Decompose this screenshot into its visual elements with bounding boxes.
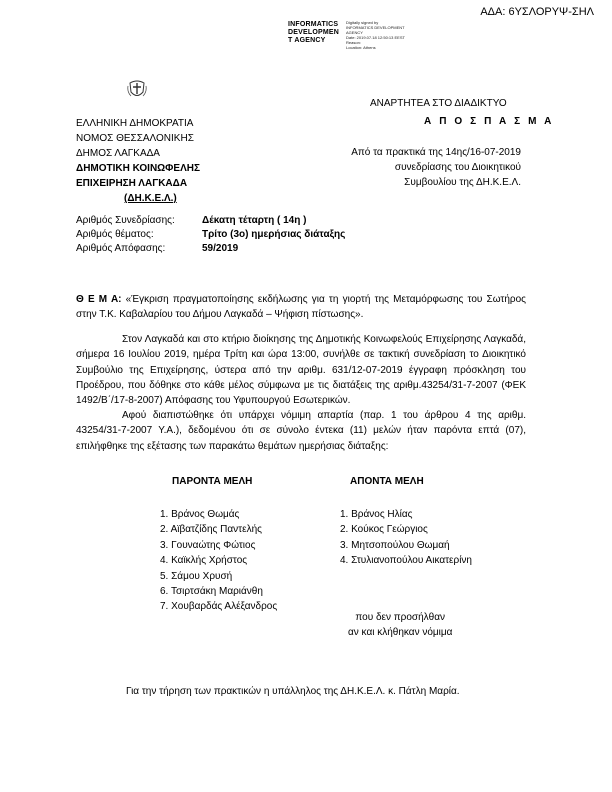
minutes-keeper-note: Για την τήρηση των πρακτικών η υπάλληλος της ΔΗ.Κ.Ε.Λ. κ. Πάτλη Μαρία.	[126, 686, 460, 697]
present-members-list	[160, 507, 277, 615]
list-item: 7. Χουβαρδάς Αλέξανδρος	[160, 601, 278, 613]
signature-stamp-details: Digitally signed by INFORMATICS DEVELOPMENT AGENCY Date: 2019.07.18 12:50:13 EEST Reason: Location: Athens	[346, 20, 405, 50]
absent-members-list	[340, 507, 472, 569]
list-item: 3. Μητσοπούλου Θωμαή	[340, 539, 450, 551]
decision-value: 59/2019	[202, 243, 239, 254]
issuer-block: ΕΛΛΗΝΙΚΗ ΔΗΜΟΚΡΑΤΙΑ ΝΟΜΟΣ ΘΕΣΣΑΛΟΝΙΚΗΣ ΔΗΜΟΣ ΛΑΓΚΑΔΑ ΔΗΜΟΤΙΚΗ ΚΟΙΝΩΦΕΛΗΣ ΕΠΙΧΕΙΡΗΣΗ ΛΑΓΚΑΔΑ (ΔΗ.Κ.Ε.Λ.)	[76, 118, 200, 204]
subject-label: Αριθμός θέματος:	[76, 229, 154, 240]
list-item: 2. Κούκος Γεώργιος	[340, 524, 428, 536]
list-item: 5. Σάμου Χρυσή	[160, 570, 233, 582]
ada-code: ΑΔΑ: 6ΥΣΛΟΡΥΨ-ΣΗΛ	[480, 6, 594, 18]
body-paragraph-2: Αφού διαπιστώθηκε ότι υπάρχει νόμιμη απαρτία (παρ. 1 του άρθρου 4 της αριθμ. 43254/31-7-2007 Υ.Α.), δεδομένου ότι σε σύνολο έντεκα (11) μελών ήταν παρόντα επτά (07), επιλήφθηκε της εξέτασης των παρακάτω θεμάτων ημερήσιας διάταξης:	[76, 410, 526, 452]
list-item: 4. Στυλιανοπούλου Αικατερίνη	[340, 555, 472, 567]
subject-value: Τρίτο (3ο) ημερήσιας διάταξης	[202, 229, 346, 240]
absent-heading: ΑΠΟΝΤΑ ΜΕΛΗ	[350, 476, 424, 487]
present-heading: ΠΑΡΟΝΤΑ ΜΕΛΗ	[172, 476, 253, 487]
absent-note: που δεν προσήλθαν αν και κλήθηκαν νόμιμα	[348, 612, 453, 638]
signature-stamp-title: INFORMATICS DEVELOPMEN T AGENCY	[288, 21, 340, 44]
list-item: 6. Τσιρτσάκη Μαριάνθη	[160, 586, 263, 598]
session-value: Δέκατη τέταρτη ( 14η )	[202, 215, 307, 226]
list-item: 1. Βράνος Θωμάς	[160, 509, 240, 520]
greek-coat-of-arms-icon	[127, 78, 147, 100]
list-item: 4. Καϊκλής Χρήστος	[160, 555, 248, 567]
minutes-reference: Από τα πρακτικά της 14ης/16-07-2019 συνεδρίασης του Διοικητικού Συμβουλίου της ΔΗ.Κ.Ε.Λ.	[351, 147, 521, 188]
session-label: Αριθμός Συνεδρίασης:	[76, 215, 175, 226]
decision-label: Αριθμός Απόφασης:	[76, 243, 166, 254]
list-item: 1. Βράνος Ηλίας	[340, 509, 413, 520]
decision-metadata	[76, 214, 345, 256]
document-type: Α Π Ο Σ Π Α Σ Μ Α	[424, 116, 554, 127]
list-item: 3. Γουναώτης Φώτιος	[160, 539, 256, 551]
list-item: 2. Αϊβατζίδης Παντελής	[160, 524, 262, 536]
public-notice: ΑΝΑΡΤΗΤΕΑ ΣΤΟ ΔΙΑΔΙΚΤΥΟ	[370, 98, 507, 109]
theme-paragraph: Θ Ε Μ Α: «Έγκριση πραγματοποίησης εκδήλωσης για τη γιορτή της Μεταμόρφωσης του Σωτήρος στην Τ.Κ. Καβαλαρίου του Δήμου Λαγκαδά – Ψήφιση πίστωσης».	[76, 294, 526, 321]
body-paragraph-1: Στον Λαγκαδά και στο κτήριο διοίκησης της Δημοτικής Κοινωφελούς Επιχείρησης Λαγκαδά, σήμερα 16 Ιουλίου 2019, ημέρα Τρίτη και ώρα 13:00, συνήλθε σε τακτική συνεδρίαση το Διοικητικό Συμβούλιο της Επιχείρησης, ύστερα από την αριθμ. 631/12-07-2019 έγγραφη πρόσκληση του Προέδρου, που δόθηκε στο κάθε μέλος σύμφωνα με τις διατάξεις της αριθμ.43254/31-7-2007 (ΦΕΚ 1492/Β΄/17-8-2007) Απόφασης του Υφυπουργού Εσωτερικών.	[76, 334, 526, 407]
